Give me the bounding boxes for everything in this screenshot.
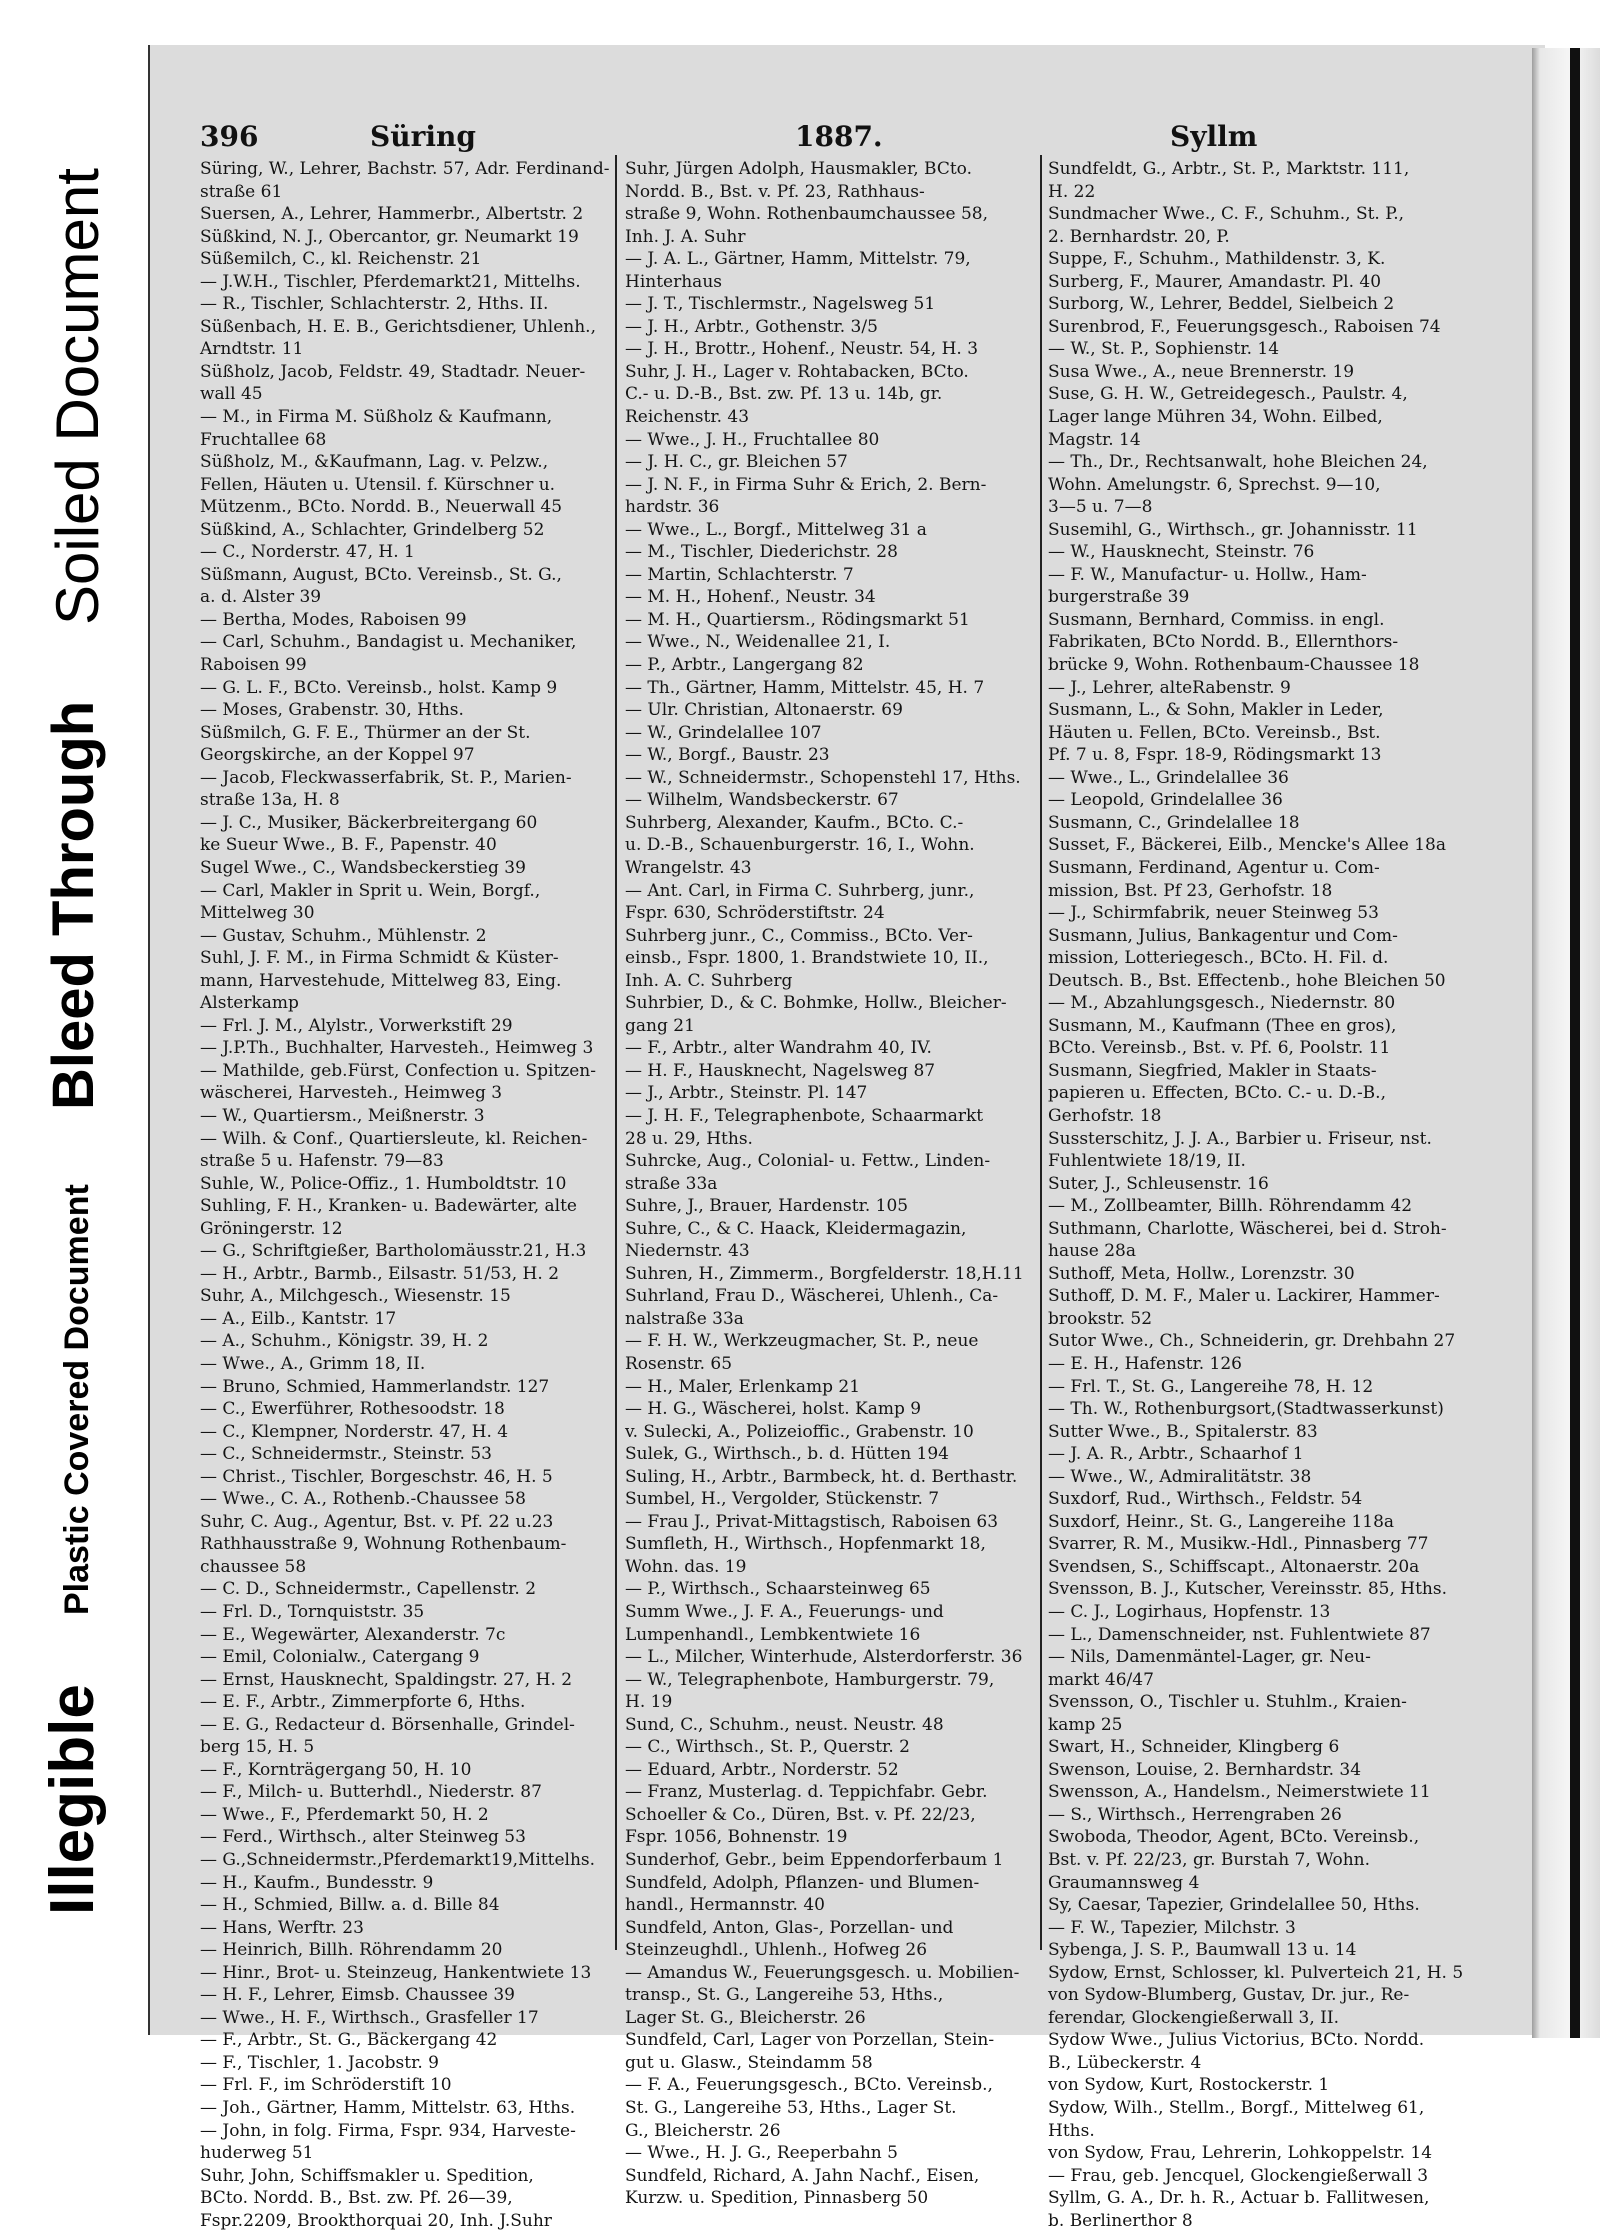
directory-entry-line: — W., Hausknecht, Steinstr. 76 xyxy=(1048,542,1315,563)
directory-entry-line: Süßmann, August, BCto. Vereinsb., St. G., xyxy=(200,564,562,585)
directory-entry-line: Suhle, W., Police-Offiz., 1. Humboldtstr. 10 xyxy=(200,1173,567,1194)
directory-entry-line: — F., Milch- u. Butterhdl., Niederstr. 87 xyxy=(200,1782,542,1803)
directory-entry-line: Suthmann, Charlotte, Wäscherei, bei d. Stroh- xyxy=(1048,1218,1447,1239)
directory-entry-line: von Sydow, Frau, Lehrerin, Lohkoppelstr. 14 xyxy=(1048,2143,1433,2164)
directory-entry-line: — J. A. L., Gärtner, Hamm, Mittelstr. 79, xyxy=(625,249,971,270)
directory-entry-line: u. D.-B., Schauenburgerstr. 16, I., Wohn. xyxy=(625,835,975,856)
directory-entry-line: — Frl. F., im Schröderstift 10 xyxy=(200,2075,452,2096)
directory-entry-line: — W., Grindelallee 107 xyxy=(625,722,822,743)
directory-column-3 xyxy=(1048,158,1478,2231)
directory-entry-line: — F., Arbtr., St. G., Bäckergang 42 xyxy=(200,2030,498,2051)
directory-entry-line: Svensson, B. J., Kutscher, Vereinsstr. 85, Hths. xyxy=(1048,1579,1448,1600)
directory-entry-line: — Frau J., Privat-Mittagstisch, Raboisen 63 xyxy=(625,1511,999,1532)
directory-entry-line: Schoeller & Co., Düren, Bst. v. Pf. 22/23, xyxy=(625,1804,976,1825)
directory-entry-line: papieren u. Effecten, BCto. C.- u. D.-B., xyxy=(1048,1083,1386,1104)
directory-entry-line: Suter, J., Schleusenstr. 16 xyxy=(1048,1173,1269,1194)
directory-entry-line: straße 61 xyxy=(200,181,283,202)
directory-entry-line: — Jacob, Fleckwasserfabrik, St. P., Marien- xyxy=(200,767,572,788)
directory-entry-line: kamp 25 xyxy=(1048,1714,1123,1735)
directory-entry-line: Rosenstr. 65 xyxy=(625,1353,733,1374)
directory-entry-line: — M., Abzahlungsgesch., Niedernstr. 80 xyxy=(1048,993,1396,1014)
directory-entry-line: BCto. Nordd. B., Bst. zw. Pf. 26—39, xyxy=(200,2188,513,2209)
directory-entry-line: mann, Harvestehude, Mittelweg 83, Eing. xyxy=(200,970,562,991)
directory-entry-line: Sundfeldt, G., Arbtr., St. P., Marktstr. 111, xyxy=(1048,159,1410,179)
directory-entry-line: Mützenm., BCto. Nordd. B., Neuerwall 45 xyxy=(200,497,563,518)
directory-entry-line: Suhrbier, D., & C. Bohmke, Hollw., Bleicher- xyxy=(625,993,1007,1014)
condition-stamp-graphic xyxy=(8,40,118,1920)
directory-entry-line: Deutsch. B., Bst. Effectenb., hohe Bleichen 50 xyxy=(1048,970,1446,991)
directory-entry-line: — C., Wirthsch., St. P., Querstr. 2 xyxy=(625,1737,910,1758)
directory-entry-line: — C., Norderstr. 47, H. 1 xyxy=(200,542,415,563)
directory-entry-line: — J., Schirmfabrik, neuer Steinweg 53 xyxy=(1048,903,1379,924)
directory-entry-line: Susmann, L., & Sohn, Makler in Leder, xyxy=(1048,700,1384,721)
page-header xyxy=(200,120,1480,160)
directory-entry-line: Suhr, C. Aug., Agentur, Bst. v. Pf. 22 u.23 xyxy=(200,1511,554,1532)
directory-entry-line: Fspr.2209, Brookthorquai 20, Inh. J.Suhr xyxy=(200,2210,552,2231)
directory-entry-line: Suhre, J., Brauer, Hardenstr. 105 xyxy=(625,1196,909,1217)
directory-entry-line: straße 33a xyxy=(625,1173,718,1194)
directory-entry-line: — Frl. D., Tornquiststr. 35 xyxy=(200,1602,425,1622)
directory-entry-line: chaussee 58 xyxy=(200,1556,307,1577)
directory-entry-line: — Franz, Musterlag. d. Teppichfabr. Gebr. xyxy=(625,1782,988,1803)
directory-entry-line: Suxdorf, Rud., Wirthsch., Feldstr. 54 xyxy=(1048,1489,1363,1510)
directory-entry-line: Suhrberg junr., C., Commiss., BCto. Ver- xyxy=(625,925,973,946)
directory-entry-line: — J. N. F., in Firma Suhr & Erich, 2. Bern- xyxy=(625,474,987,495)
directory-entry-line: — Amandus W., Feuerungsgesch. u. Mobilien- xyxy=(625,1962,1020,1983)
directory-entry-line: Swoboda, Theodor, Agent, BCto. Vereinsb., xyxy=(1048,1827,1420,1848)
directory-entry-line: — M., Tischler, Diederichstr. 28 xyxy=(625,542,898,563)
directory-entry-line: Wohn. das. 19 xyxy=(625,1556,747,1577)
directory-entry-line: Suhrland, Frau D., Wäscherei, Uhlenh., Ca- xyxy=(625,1286,999,1307)
directory-entry-line: brücke 9, Wohn. Rothenbaum-Chaussee 18 xyxy=(1048,655,1420,676)
directory-entry-line: — J., Lehrer, alteRabenstr. 9 xyxy=(1048,677,1291,698)
directory-entry-line: einsb., Fspr. 1800, 1. Brandstwiete 10, II., xyxy=(625,948,989,969)
directory-entry-line: handl., Hermannstr. 40 xyxy=(625,1895,825,1916)
directory-entry-line: Süßemilch, C., kl. Reichenstr. 21 xyxy=(200,249,482,270)
directory-entry-line: — E., Wegewärter, Alexanderstr. 7c xyxy=(200,1624,506,1645)
directory-entry-line: — H., Maler, Erlenkamp 21 xyxy=(625,1376,861,1397)
directory-entry-line: Susemihl, G., Wirthsch., gr. Johannisstr. 11 xyxy=(1048,519,1418,540)
directory-entry-line: Susmann, Ferdinand, Agentur u. Com- xyxy=(1048,857,1380,878)
directory-entry-line: — H., Schmied, Billw. a. d. Bille 84 xyxy=(200,1895,500,1916)
directory-entry-line: — Nils, Damenmäntel-Lager, gr. Neu- xyxy=(1048,1647,1371,1668)
directory-entry-line: straße 5 u. Hafenstr. 79—83 xyxy=(200,1151,444,1172)
directory-entry-line: transp., St. G., Langereihe 53, Hths., xyxy=(625,1985,944,2006)
directory-entry-line: — Hans, Werftr. 23 xyxy=(200,1917,364,1938)
directory-entry-line: Sundfeld, Anton, Glas-, Porzellan- und xyxy=(625,1917,954,1938)
directory-entry-line: gang 21 xyxy=(625,1015,695,1036)
directory-entry-line: Susmann, C., Grindelallee 18 xyxy=(1048,812,1300,833)
directory-entry-line: Sugel Wwe., C., Wandsbeckerstieg 39 xyxy=(200,857,526,878)
directory-entry-line: Sund, C., Schuhm., neust. Neustr. 48 xyxy=(625,1714,944,1735)
directory-entry-line: — Wilhelm, Wandsbeckerstr. 67 xyxy=(625,790,899,811)
directory-entry-line: — J. H., Brottr., Hohenf., Neustr. 54, H. 3 xyxy=(625,339,979,360)
directory-entry-line: — Wwe., H. J. G., Reeperbahn 5 xyxy=(625,2143,898,2164)
directory-entry-line: — G., Schriftgießer, Bartholomäusstr.21, H.3 xyxy=(200,1241,587,1262)
directory-entry-line: C.- u. D.-B., Bst. zw. Pf. 13 u. 14b, gr. xyxy=(625,384,943,405)
directory-entry-line: Surberg, F., Maurer, Amandastr. Pl. 40 xyxy=(1048,271,1382,292)
directory-entry-line: — M. H., Quartiersm., Rödingsmarkt 51 xyxy=(625,609,970,630)
directory-entry-line: huderweg 51 xyxy=(200,2143,314,2164)
directory-entry-line: Hths. xyxy=(1048,2120,1095,2141)
stamp-plastic-covered: Plastic Covered Document xyxy=(58,1184,96,1615)
running-head-left: Süring xyxy=(370,120,476,153)
directory-entry-line: Suling, H., Arbtr., Barmbeck, ht. d. Berthastr. xyxy=(625,1466,1018,1487)
directory-entry-line: — Wwe., L., Grindelallee 36 xyxy=(1048,767,1289,788)
directory-entry-line: Sussterschitz, J. J. A., Barbier u. Friseur, nst. xyxy=(1048,1128,1432,1149)
condition-stamp xyxy=(8,40,118,1920)
page-number: 396 xyxy=(200,120,259,153)
directory-entry-line: Graumannsweg 4 xyxy=(1048,1872,1200,1893)
directory-entry-line: Mittelweg 30 xyxy=(200,903,315,924)
directory-entry-line: Sundfeld, Carl, Lager von Porzellan, Stein- xyxy=(625,2030,995,2051)
directory-entry-line: — J. C., Musiker, Bäckerbreitergang 60 xyxy=(200,812,538,833)
directory-entry-line: Sutter Wwe., B., Spitalerstr. 83 xyxy=(1048,1421,1318,1442)
directory-entry-line: — Ferd., Wirthsch., alter Steinweg 53 xyxy=(200,1827,526,1848)
directory-entry-line: — John, in folg. Firma, Fspr. 934, Harveste- xyxy=(200,2120,576,2141)
directory-entry-line: Suhl, J. F. M., in Firma Schmidt & Küster- xyxy=(200,948,559,969)
directory-entry-line: — Frl. T., St. G., Langereihe 78, H. 12 xyxy=(1048,1376,1374,1397)
directory-entry-line: — Ulr. Christian, Altonaerstr. 69 xyxy=(625,700,903,721)
directory-entry-line: — Th., Gärtner, Hamm, Mittelstr. 45, H. 7 xyxy=(625,677,985,698)
directory-entry-line: — Carl, Schuhm., Bandagist u. Mechaniker, xyxy=(200,632,577,653)
directory-entry-line: Sumbel, H., Vergolder, Stückenstr. 7 xyxy=(625,1489,940,1510)
directory-entry-line: — F. W., Tapezier, Milchstr. 3 xyxy=(1048,1917,1296,1938)
directory-entry-line: Swenson, Louise, 2. Bernhardstr. 34 xyxy=(1048,1759,1362,1780)
directory-entry-line: — E. G., Redacteur d. Börsenhalle, Grindel- xyxy=(200,1714,575,1735)
directory-entry-line: Svensson, O., Tischler u. Stuhlm., Kraien- xyxy=(1048,1692,1407,1713)
directory-entry-line: Sy, Caesar, Tapezier, Grindelallee 50, Hths. xyxy=(1048,1895,1420,1916)
stamp-illegible: Illegible xyxy=(38,1684,107,1915)
directory-entry-line: Suhre, C., & C. Haack, Kleidermagazin, xyxy=(625,1218,967,1239)
directory-entry-line: — J.P.Th., Buchhalter, Harvesteh., Heimweg 3 xyxy=(200,1038,594,1059)
directory-entry-line: — Christ., Tischler, Borgeschstr. 46, H. 5 xyxy=(200,1466,553,1487)
directory-entry-line: — F. A., Feuerungsgesch., BCto. Vereinsb., xyxy=(625,2075,993,2096)
directory-entry-line: Suhling, F. H., Kranken- u. Badewärter, alte xyxy=(200,1196,577,1217)
stamp-bleed-through: Bleed Through xyxy=(41,700,106,1110)
directory-entry-line: Susmann, Julius, Bankagentur und Com- xyxy=(1048,925,1398,946)
directory-entry-line: — Martin, Schlachterstr. 7 xyxy=(625,564,854,585)
directory-entry-line: Niedernstr. 43 xyxy=(625,1241,750,1262)
directory-entry-line: Sundfeld, Adolph, Pflanzen- und Blumen- xyxy=(625,1872,980,1893)
directory-entry-line: — E. H., Hafenstr. 126 xyxy=(1048,1353,1242,1374)
directory-entry-line: Kurzw. u. Spedition, Pinnasberg 50 xyxy=(625,2188,929,2209)
directory-entry-line: Surenbrod, F., Feuerungsgesch., Raboisen 74 xyxy=(1048,316,1441,337)
directory-entry-line: — Eduard, Arbtr., Norderstr. 52 xyxy=(625,1759,899,1780)
directory-entry-line: straße 9, Wohn. Rothenbaumchaussee 58, xyxy=(625,204,988,225)
directory-column-1 xyxy=(200,158,610,2231)
directory-entry-line: Suhr, Jürgen Adolph, Hausmakler, BCto. xyxy=(625,159,973,179)
directory-entry-line: Nordd. B., Bst. v. Pf. 23, Rathhaus- xyxy=(625,181,925,202)
directory-entry-line: Suhrcke, Aug., Colonial- u. Fettw., Linden- xyxy=(625,1151,991,1172)
directory-entry-line: Susset, F., Bäckerei, Eilb., Mencke's Allee 18a xyxy=(1048,835,1446,856)
directory-entry-line: — Ant. Carl, in Firma C. Suhrberg, junr., xyxy=(625,880,975,901)
directory-entry-line: Süßenbach, H. E. B., Gerichtsdiener, Uhlenh., xyxy=(200,316,596,337)
directory-entry-line: — J. H. C., gr. Bleichen 57 xyxy=(625,452,848,473)
directory-entry-line: — R., Tischler, Schlachterstr. 2, Hths. II. xyxy=(200,294,549,315)
directory-entry-line: — E. F., Arbtr., Zimmerpforte 6, Hths. xyxy=(200,1692,526,1713)
directory-entry-line: 3—5 u. 7—8 xyxy=(1048,497,1153,518)
directory-entry-line: H. 19 xyxy=(625,1692,673,1713)
directory-entry-line: — W., Telegraphenbote, Hamburgerstr. 79, xyxy=(625,1669,995,1690)
directory-entry-line: Sutor Wwe., Ch., Schneiderin, gr. Drehbahn 27 xyxy=(1048,1331,1456,1352)
directory-entry-line: Fuhlentwiete 18/19, II. xyxy=(1048,1151,1246,1172)
directory-entry-line: Suersen, A., Lehrer, Hammerbr., Albertstr. 2 xyxy=(200,204,584,225)
directory-entry-line: — Hinr., Brot- u. Steinzeug, Hankentwiete 13 xyxy=(200,1962,592,1983)
directory-entry-line: — H., Kaufm., Bundesstr. 9 xyxy=(200,1872,434,1893)
directory-entry-line: — Mathilde, geb.Fürst, Confection u. Spitzen- xyxy=(200,1060,596,1081)
directory-entry-line: H. 22 xyxy=(1048,181,1096,202)
directory-entry-line: — G. L. F., BCto. Vereinsb., holst. Kamp 9 xyxy=(200,677,558,698)
directory-entry-line: Sydow Wwe., Julius Victorius, BCto. Nordd. xyxy=(1048,2030,1425,2051)
directory-entry-line: Svendsen, S., Schiffscapt., Altonaerstr. 20a xyxy=(1048,1556,1420,1577)
directory-entry-line: — P., Wirthsch., Schaarsteinweg 65 xyxy=(625,1579,931,1600)
directory-entry-line: Susmann, M., Kaufmann (Thee en gros), xyxy=(1048,1015,1397,1036)
directory-entry-line: Gröningerstr. 12 xyxy=(200,1218,343,1239)
page-edge-shadow xyxy=(1532,48,1600,2038)
directory-entry-line: — Wwe., L., Borgf., Mittelweg 31 a xyxy=(625,519,927,540)
directory-entry-line: a. d. Alster 39 xyxy=(200,587,322,608)
directory-entry-line: Sunderhof, Gebr., beim Eppendorferbaum 1 xyxy=(625,1850,1004,1871)
directory-entry-line: Lumpenhandl., Lembkentwiete 16 xyxy=(625,1624,921,1645)
directory-entry-line: St. G., Langereihe 53, Hths., Lager St. xyxy=(625,2098,957,2119)
directory-entry-line: — F., Tischler, 1. Jacobstr. 9 xyxy=(200,2052,439,2073)
directory-entry-line: Suxdorf, Heinr., St. G., Langereihe 118a xyxy=(1048,1511,1395,1532)
directory-entry-line: — Carl, Makler in Sprit u. Wein, Borgf., xyxy=(200,880,541,901)
directory-entry-line: — Wwe., F., Pferdemarkt 50, H. 2 xyxy=(200,1804,489,1825)
directory-entry-line: mission, Lotteriegesch., BCto. H. Fil. d. xyxy=(1048,948,1389,969)
directory-entry-line: Sundfeld, Richard, A. Jahn Nachf., Eisen, xyxy=(625,2165,980,2186)
directory-entry-line: — F., Arbtr., alter Wandrahm 40, IV. xyxy=(625,1038,932,1059)
directory-entry-line: — J. A. R., Arbtr., Schaarhof 1 xyxy=(1048,1444,1304,1465)
stamp-soiled-document: Soiled Document xyxy=(44,168,111,625)
directory-entry-line: Steinzeughdl., Uhlenh., Hofweg 26 xyxy=(625,1940,928,1961)
directory-entry-line: Reichenstr. 43 xyxy=(625,407,750,428)
directory-entry-line: mission, Bst. Pf 23, Gerhofstr. 18 xyxy=(1048,880,1333,901)
directory-entry-line: Süßkind, A., Schlachter, Grindelberg 52 xyxy=(200,519,545,540)
directory-entry-line: Suhr, John, Schiffsmakler u. Spedition, xyxy=(200,2165,534,2186)
directory-entry-line: — Wwe., C. A., Rothenb.-Chaussee 58 xyxy=(200,1489,526,1510)
directory-entry-line: 2. Bernhardstr. 20, P. xyxy=(1048,226,1230,247)
directory-entry-line: Suhr, J. H., Lager v. Rohtabacken, BCto. xyxy=(625,361,969,382)
directory-entry-line: — Leopold, Grindelallee 36 xyxy=(1048,790,1283,811)
directory-entry-line: — F. W., Manufactur- u. Hollw., Ham- xyxy=(1048,564,1367,585)
directory-entry-line: ferendar, Glockengießerwall 3, II. xyxy=(1048,2007,1340,2028)
directory-entry-line: — M., in Firma M. Süßholz & Kaufmann, xyxy=(200,407,553,428)
directory-entry-line: Susa Wwe., A., neue Brennerstr. 19 xyxy=(1048,361,1355,382)
directory-entry-line: — H. F., Hausknecht, Nagelsweg 87 xyxy=(625,1060,936,1081)
directory-entry-line: Susmann, Bernhard, Commiss. in engl. xyxy=(1048,609,1385,630)
directory-entry-line: — C., Klempner, Norderstr. 47, H. 4 xyxy=(200,1421,509,1442)
directory-entry-line: von Sydow, Kurt, Rostockerstr. 1 xyxy=(1048,2075,1330,2096)
directory-entry-line: — W., St. P., Sophienstr. 14 xyxy=(1048,339,1280,360)
directory-entry-line: Bst. v. Pf. 22/23, gr. Burstah 7, Wohn. xyxy=(1048,1850,1371,1871)
directory-entry-line: — W., Schneidermstr., Schopenstehl 17, Hths. xyxy=(625,767,1021,788)
directory-entry-line: — W., Borgf., Baustr. 23 xyxy=(625,745,830,766)
directory-entry-line: — C. J., Logirhaus, Hopfenstr. 13 xyxy=(1048,1602,1331,1622)
directory-entry-line: — L., Damenschneider, nst. Fuhlentwiete 87 xyxy=(1048,1624,1431,1645)
directory-entry-line: Swensson, A., Handelsm., Neimerstwiete 11 xyxy=(1048,1782,1431,1803)
directory-entry-line: — J.W.H., Tischler, Pferdemarkt21, Mittelhs. xyxy=(200,271,581,292)
directory-entry-line: Pf. 7 u. 8, Fspr. 18-9, Rödingsmarkt 13 xyxy=(1048,745,1382,766)
directory-entry-line: Süßholz, Jacob, Feldstr. 49, Stadtadr. Neuer- xyxy=(200,361,586,382)
directory-entry-line: Süßholz, M., &Kaufmann, Lag. v. Pelzw., xyxy=(200,452,549,473)
directory-entry-line: Sybenga, J. S. P., Baumwall 13 u. 14 xyxy=(1048,1940,1357,1961)
directory-entry-line: Sumfleth, H., Wirthsch., Hopfenmarkt 18, xyxy=(625,1534,986,1555)
running-head-right: Syllm xyxy=(1170,120,1258,153)
directory-entry-line: — Wwe., J. H., Fruchtallee 80 xyxy=(625,429,880,450)
directory-entry-line: — Wwe., H. F., Wirthsch., Grasfeller 17 xyxy=(200,2007,539,2028)
directory-entry-line: — Th. W., Rothenburgsort,(Stadtwasserkunst) xyxy=(1048,1399,1444,1420)
directory-entry-line: 28 u. 29, Hths. xyxy=(625,1128,753,1149)
directory-entry-line: — Gustav, Schuhm., Mühlenstr. 2 xyxy=(200,925,487,946)
directory-entry-line: Lager lange Mühren 34, Wohn. Eilbed, xyxy=(1048,407,1383,428)
directory-entry-line: wall 45 xyxy=(200,384,263,405)
directory-entry-line: BCto. Vereinsb., Bst. v. Pf. 6, Poolstr. 11 xyxy=(1048,1038,1391,1059)
directory-entry-line: B., Lübeckerstr. 4 xyxy=(1048,2052,1202,2073)
directory-entry-line: — S., Wirthsch., Herrengraben 26 xyxy=(1048,1804,1342,1825)
directory-entry-line: Fellen, Häuten u. Utensil. f. Kürschner u. xyxy=(200,474,556,495)
directory-entry-line: Sundmacher Wwe., C. F., Schuhm., St. P., xyxy=(1048,204,1405,225)
directory-entry-line: — P., Arbtr., Langergang 82 xyxy=(625,655,864,676)
directory-entry-line: Suhren, H., Zimmerm., Borgfelderstr. 18,H.11 xyxy=(625,1263,1024,1284)
directory-entry-line: burgerstraße 39 xyxy=(1048,587,1190,608)
directory-entry-line: b. Berlinerthor 8 xyxy=(1048,2210,1193,2231)
directory-entry-line: Inh. A. C. Suhrberg xyxy=(625,970,793,991)
directory-entry-line: Sydow, Ernst, Schlosser, kl. Pulverteich 21, H. 5 xyxy=(1048,1962,1464,1983)
directory-entry-line: Fruchtallee 68 xyxy=(200,429,327,450)
directory-entry-line: — G.,Schneidermstr.,Pferdemarkt19,Mittelhs. xyxy=(200,1850,596,1871)
directory-entry-line: — Wwe., W., Admiralitätstr. 38 xyxy=(1048,1466,1312,1487)
directory-entry-line: Häuten u. Fellen, BCto. Vereinsb., Bst. xyxy=(1048,722,1381,743)
directory-entry-line: — Wwe., N., Weidenallee 21, I. xyxy=(625,632,891,653)
directory-entry-line: Magstr. 14 xyxy=(1048,429,1141,450)
directory-entry-line: Syllm, G. A., Dr. h. R., Actuar b. Fallitwesen, xyxy=(1048,2188,1430,2209)
directory-entry-line: — Bruno, Schmied, Hammerlandstr. 127 xyxy=(200,1376,550,1397)
directory-entry-line: Sydow, Wilh., Stellm., Borgf., Mittelweg 61, xyxy=(1048,2098,1425,2119)
directory-entry-line: — Moses, Grabenstr. 30, Hths. xyxy=(200,700,464,721)
directory-entry-line: — C., Schneidermstr., Steinstr. 53 xyxy=(200,1444,492,1465)
directory-entry-line: Swart, H., Schneider, Klingberg 6 xyxy=(1048,1737,1340,1758)
directory-entry-line: — Th., Dr., Rechtsanwalt, hohe Bleichen 24, xyxy=(1048,452,1428,473)
directory-entry-line: Svarrer, R. M., Musikw.-Hdl., Pinnasberg 77 xyxy=(1048,1534,1429,1555)
directory-entry-line: straße 13a, H. 8 xyxy=(200,790,340,811)
directory-entry-line: markt 46/47 xyxy=(1048,1669,1154,1690)
directory-entry-line: Süring, W., Lehrer, Bachstr. 57, Adr. Ferdinand- xyxy=(200,159,610,179)
directory-entry-line: Lager St. G., Bleicherstr. 26 xyxy=(625,2007,866,2028)
directory-entry-line: Suthoff, Meta, Hollw., Lorenzstr. 30 xyxy=(1048,1263,1355,1284)
directory-entry-line: Wohn. Amelungstr. 6, Sprechst. 9—10, xyxy=(1048,474,1381,495)
directory-entry-line: — Emil, Colonialw., Catergang 9 xyxy=(200,1647,480,1668)
directory-entry-line: Raboisen 99 xyxy=(200,655,307,676)
directory-entry-line: Georgskirche, an der Koppel 97 xyxy=(200,745,475,766)
directory-entry-line: — J. H. F., Telegraphenbote, Schaarmarkt xyxy=(625,1105,984,1126)
directory-entry-line: — Wwe., A., Grimm 18, II. xyxy=(200,1353,426,1374)
directory-entry-line: — W., Quartiersm., Meißnerstr. 3 xyxy=(200,1105,485,1126)
directory-columns xyxy=(200,158,1480,2231)
directory-entry-line: von Sydow-Blumberg, Gustav, Dr. jur., Re- xyxy=(1048,1985,1410,2006)
directory-entry-line: Suthoff, D. M. F., Maler u. Lackirer, Hammer- xyxy=(1048,1286,1440,1307)
directory-entry-line: — H. F., Lehrer, Eimsb. Chaussee 39 xyxy=(200,1985,515,2006)
directory-entry-line: Inh. J. A. Suhr xyxy=(625,226,746,247)
directory-entry-line: — A., Eilb., Kantstr. 17 xyxy=(200,1308,397,1329)
directory-entry-line: — Wilh. & Conf., Quartiersleute, kl. Reichen- xyxy=(200,1128,588,1149)
directory-entry-line: v. Sulecki, A., Polizeioffic., Grabenstr. 10 xyxy=(625,1421,974,1442)
directory-entry-line: — A., Schuhm., Königstr. 39, H. 2 xyxy=(200,1331,489,1352)
directory-entry-line: wäscherei, Harvesteh., Heimweg 3 xyxy=(200,1083,503,1104)
directory-entry-line: — C., Ewerführer, Rothesoodstr. 18 xyxy=(200,1399,505,1420)
directory-entry-line: Suse, G. H. W., Getreidegesch., Paulstr. 4, xyxy=(1048,384,1408,405)
directory-entry-line: ke Sueur Wwe., B. F., Papenstr. 40 xyxy=(200,835,497,856)
running-head-year: 1887. xyxy=(795,120,883,153)
directory-entry-line: — F. H. W., Werkzeugmacher, St. P., neue xyxy=(625,1331,979,1352)
directory-entry-line: — Frl. J. M., Alylstr., Vorwerkstift 29 xyxy=(200,1015,513,1036)
directory-entry-line: Rathhausstraße 9, Wohnung Rothenbaum- xyxy=(200,1534,567,1555)
directory-entry-line: nalstraße 33a xyxy=(625,1308,744,1329)
directory-entry-line: Summ Wwe., J. F. A., Feuerungs- und xyxy=(625,1602,944,1622)
directory-entry-line: hardstr. 36 xyxy=(625,497,720,518)
directory-entry-line: — M., Zollbeamter, Billh. Röhrendamm 42 xyxy=(1048,1196,1413,1217)
directory-entry-line: — H. G., Wäscherei, holst. Kamp 9 xyxy=(625,1399,922,1420)
directory-entry-line: — Ernst, Hausknecht, Spaldingstr. 27, H. 2 xyxy=(200,1669,573,1690)
directory-entry-line: — J. H., Arbtr., Gothenstr. 3/5 xyxy=(625,316,878,337)
directory-entry-line: — H., Arbtr., Barmb., Eilsastr. 51/53, H. 2 xyxy=(200,1263,560,1284)
directory-entry-line: Gerhofstr. 18 xyxy=(1048,1105,1162,1126)
directory-entry-line: Süßkind, N. J., Obercantor, gr. Neumarkt 19 xyxy=(200,226,579,247)
directory-entry-line: berg 15, H. 5 xyxy=(200,1737,315,1758)
directory-entry-line: — Heinrich, Billh. Röhrendamm 20 xyxy=(200,1940,503,1961)
directory-entry-line: — J. T., Tischlermstr., Nagelsweg 51 xyxy=(625,294,936,315)
directory-column-2 xyxy=(625,158,1035,2209)
directory-entry-line: Fabrikaten, BCto Nordd. B., Ellernthors- xyxy=(1048,632,1399,653)
directory-entry-line: — L., Milcher, Winterhude, Alsterdorferstr. 36 xyxy=(625,1647,1023,1668)
directory-entry-line: Hinterhaus xyxy=(625,271,722,292)
directory-entry-line: — J., Arbtr., Steinstr. Pl. 147 xyxy=(625,1083,868,1104)
directory-entry-line: — Frau, geb. Jencquel, Glockengießerwall 3 xyxy=(1048,2165,1429,2186)
directory-entry-line: hause 28a xyxy=(1048,1241,1136,1262)
directory-entry-line: — Joh., Gärtner, Hamm, Mittelstr. 63, Hths. xyxy=(200,2098,576,2119)
directory-entry-line: brookstr. 52 xyxy=(1048,1308,1153,1329)
directory-entry-line: G., Bleicherstr. 26 xyxy=(625,2120,781,2141)
directory-entry-line: Sulek, G., Wirthsch., b. d. Hütten 194 xyxy=(625,1444,949,1465)
directory-entry-line: — C. D., Schneidermstr., Capellenstr. 2 xyxy=(200,1579,537,1600)
directory-entry-line: — Bertha, Modes, Raboisen 99 xyxy=(200,609,467,630)
directory-entry-line: Fspr. 630, Schröderstiftstr. 24 xyxy=(625,903,885,924)
directory-entry-line: — F., Kornträgergang 50, H. 10 xyxy=(200,1759,472,1780)
directory-entry-line: Wrangelstr. 43 xyxy=(625,857,752,878)
directory-entry-line: Suhr, A., Milchgesch., Wiesenstr. 15 xyxy=(200,1286,511,1307)
directory-entry-line: Susmann, Siegfried, Makler in Staats- xyxy=(1048,1060,1377,1081)
directory-entry-line: — M. H., Hohenf., Neustr. 34 xyxy=(625,587,876,608)
directory-entry-line: Suhrberg, Alexander, Kaufm., BCto. C.- xyxy=(625,812,964,833)
directory-entry-line: Surborg, W., Lehrer, Beddel, Sielbeich 2 xyxy=(1048,294,1395,315)
directory-entry-line: Alsterkamp xyxy=(200,993,299,1014)
directory-entry-line: gut u. Glasw., Steindamm 58 xyxy=(625,2052,873,2073)
directory-entry-line: Arndtstr. 11 xyxy=(200,339,304,360)
directory-entry-line: Süßmilch, G. F. E., Thürmer an der St. xyxy=(200,722,531,743)
directory-entry-line: Suppe, F., Schuhm., Mathildenstr. 3, K. xyxy=(1048,249,1386,270)
directory-entry-line: Fspr. 1056, Bohnenstr. 19 xyxy=(625,1827,848,1848)
